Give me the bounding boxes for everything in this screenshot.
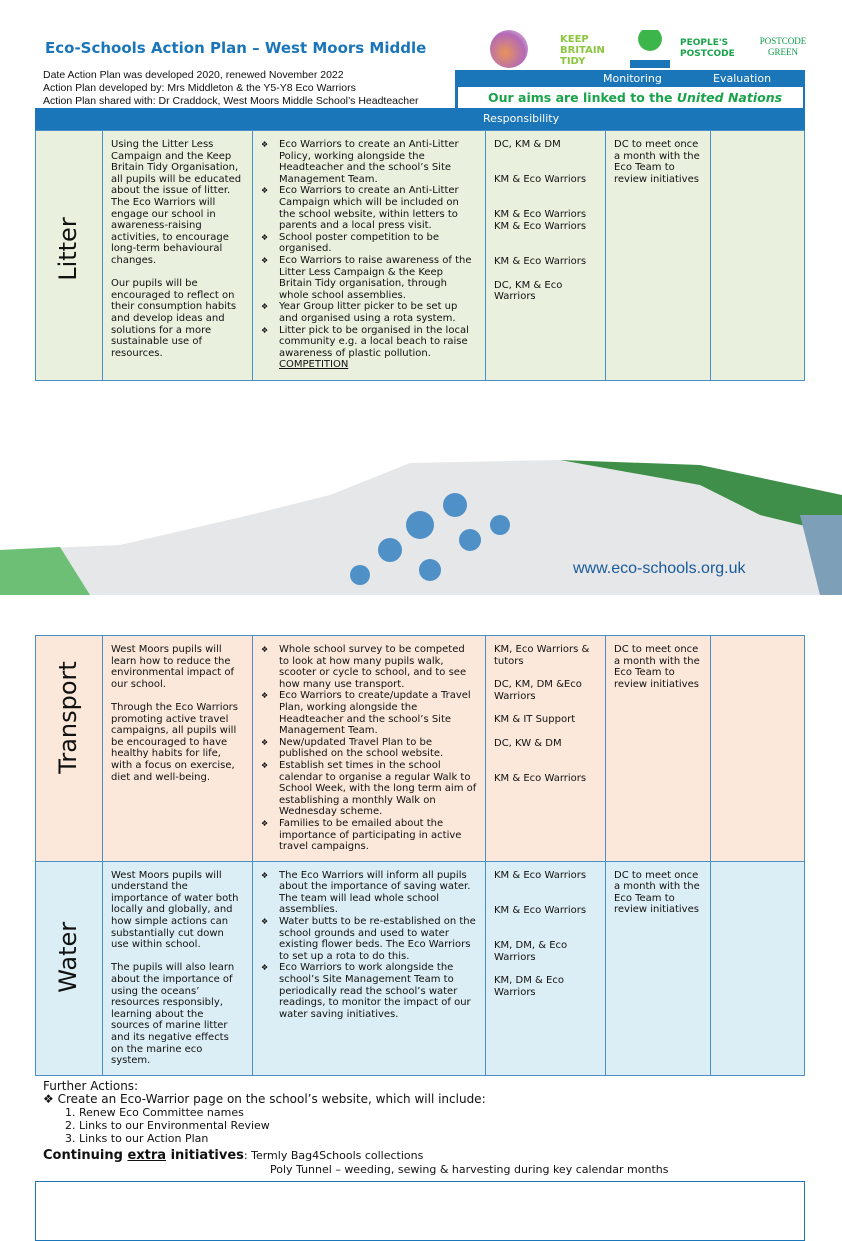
col-evaluation: Evaluation (713, 72, 772, 85)
resp-item: KM, DM & Eco Warriors (494, 975, 564, 998)
resp-item: KM & Eco Warriors KM & Eco Warriors (494, 209, 587, 232)
page-title: Eco-Schools Action Plan – West Moors Middle (45, 39, 427, 57)
aims-cell (103, 636, 253, 862)
monitoring-cell: DC to meet once a month with the Eco Team to review initiatives (606, 636, 711, 862)
further-item-text: Create an Eco-Warrior page on the school’s website, which will include: (57, 1091, 486, 1106)
aims-cell (103, 861, 253, 1075)
theme-label: Water (54, 922, 83, 994)
aims-cell (103, 131, 253, 381)
action-item: ❖ Eco Warriors to create/update a Travel Plan, working alongside the Headteacher and the school’s Site Management Team. (261, 690, 477, 736)
evaluation-cell (711, 131, 805, 381)
cont-label-extra: extra (127, 1147, 167, 1163)
peoples-postcode-text: PEOPLE'S POSTCODE (680, 38, 735, 59)
evaluation-cell (711, 636, 805, 862)
cont-item: : Termly Bag4Schools collections (243, 1148, 424, 1162)
resp-item: KM & Eco Warriors (494, 869, 587, 881)
further-sub-item: 2. Links to our Environmental Review (79, 1119, 805, 1132)
theme-cell (36, 131, 103, 381)
monitoring-cell: DC to meet once a month with the Eco Team to review initiatives (606, 131, 711, 381)
aim-text: West Moors pupils will learn how to reduce the environmental impact of our school. (111, 644, 235, 690)
further-sub-item: 1. Renew Eco Committee names (79, 1106, 805, 1119)
action-item: ❖ Eco Warriors to create an Anti-Litter Policy, working alongside the Headteacher and the school’s Site Management Team. (261, 139, 477, 185)
resp-item: DC, KW & DM (494, 737, 562, 749)
actions-cell (253, 861, 486, 1075)
resp-item: KM, Eco Warriors & tutors (494, 644, 590, 667)
resp-item: DC, KM & Eco Warriors (494, 279, 563, 303)
actions-cell (253, 131, 486, 381)
cont-label: initiatives (166, 1147, 244, 1163)
eco-schools-logo (490, 30, 528, 68)
bottom-box (35, 1181, 805, 1241)
further-actions (35, 1076, 805, 1145)
keep-britain-tidy-text: KEEP BRITAIN TIDY (560, 34, 605, 67)
meta-line: Action Plan developed by: Mrs Middleton & the Y5-Y8 Eco Warriors (43, 82, 356, 94)
aim-text: Through the Eco Warriors promoting active travel campaigns, all pupils will be encouraged to have healthy habits for life, with a focus on exercise, diet and well-being. (111, 701, 239, 783)
evaluation-cell (711, 861, 805, 1075)
theme-label: Transport (54, 660, 83, 774)
resp-item: KM & Eco Warriors (494, 904, 587, 916)
aim-text: The pupils will also learn about the importance of using the oceans’ resources responsibly, learning about the sources of marine litter and its negative effects on the marine eco system. (111, 962, 235, 1067)
table-header (35, 108, 805, 130)
action-item: ❖ Eco Warriors to work alongside the school’s Site Management Team to periodically read the school’s water readings, to monitor the impact of our water saving initiatives. (261, 962, 477, 1020)
action-item: ❖ Families to be emailed about the importance of participating in active travel campaigns. (261, 818, 477, 853)
action-item: ❖ School poster competition to be organised. (261, 232, 477, 255)
eco-schools-url[interactable]: www.eco-schools.org.uk (573, 560, 746, 577)
cont-label: Continuing (43, 1147, 128, 1163)
action-item: ❖ Eco Warriors to raise awareness of the Litter Less Campaign & the Keep Britain Tidy organisation, through whole school assemblies. (261, 255, 477, 301)
action-item: ❖ The Eco Warriors will inform all pupils about the importance of saving water. The team will lead whole school assemblies. (261, 870, 477, 916)
lower-section (35, 635, 805, 1241)
aims-text: Our aims are linked to the (488, 90, 677, 105)
aim-text: Using the Litter Less Campaign and the Keep Britain Tidy Organisation, all pupils will be educated about the issue of litter. The Eco Warriors will engage our school in awareness-raising activities, to encourage long-term behavioural changes. (111, 139, 242, 266)
responsibility-cell (486, 636, 606, 862)
monitoring-cell: DC to meet once a month with the Eco Team to review initiatives (606, 861, 711, 1075)
resp-item: KM & Eco Warriors (494, 174, 587, 186)
table-row (36, 131, 805, 381)
action-item: ❖ Eco Warriors to create an Anti-Litter Campaign which will be included on the school website, within letters to parents and a local press visit. (261, 185, 477, 231)
action-item: ❖ Water butts to be re-established on the school grounds and used to water existing flower beds. The Eco Warriors to set up a rota to do this. (261, 916, 477, 962)
litter-table (35, 130, 805, 381)
postcode-green-text: POSTCODE GREEN (759, 36, 807, 57)
actions-cell (253, 636, 486, 862)
aims-em: United Nations (676, 90, 783, 105)
theme-label: Litter (54, 217, 83, 281)
col-responsibility: Responsibility (483, 112, 560, 125)
resp-item: KM & IT Support (494, 714, 576, 726)
resp-item: DC, KM, DM &Eco Warriors (494, 679, 582, 702)
further-title: Further Actions: (43, 1078, 139, 1093)
cont-item: Poly Tunnel – weeding, sewing & harvesting during key calendar months (270, 1162, 669, 1176)
responsibility-cell (486, 131, 606, 381)
competition-label: COMPETITION (279, 359, 349, 371)
peoples-postcode-logo (680, 30, 748, 68)
postcode-green-logo (752, 30, 814, 68)
continuing-initiatives (35, 1145, 805, 1177)
theme-cell (36, 636, 103, 862)
aim-text: Our pupils will be encouraged to reflect on their consumption habits and develop ideas and solutions for a more sustainable use of resources. (111, 278, 237, 359)
resp-item: KM, DM, & Eco Warriors (494, 940, 568, 963)
meta-line: Action Plan shared with: Dr Craddock, West Moors Middle School’s Headteacher (43, 95, 419, 107)
action-item: ❖ Whole school survey to be competed to look at how many pupils walk, scooter or cycle to school, and to see how many use transport. (261, 644, 477, 690)
action-item: ❖ Establish set times in the school calendar to organise a regular Walk to School Week, with the long term aim of establishing a monthly Walk on Wednesday scheme. (261, 760, 477, 818)
further-item: ❖ Create an Eco-Warrior page on the school’s website, which will include: (43, 1091, 486, 1106)
table-row (36, 636, 805, 862)
col-monitoring: Monitoring (603, 72, 662, 85)
table-row (36, 861, 805, 1075)
plan-meta (43, 69, 418, 108)
resp-item: DC, KM & DM (494, 139, 561, 150)
aims-banner (458, 87, 803, 108)
aim-text: West Moors pupils will understand the importance of water both locally and globally, and how simple actions can substantially cut down use within school. (111, 869, 239, 951)
meta-line: Date Action Plan was developed 2020, renewed November 2022 (43, 69, 344, 81)
transport-water-table (35, 635, 805, 1076)
resp-item: KM & Eco Warriors (494, 773, 587, 785)
action-item: ❖ New/updated Travel Plan to be published on the school website. (261, 737, 477, 760)
theme-cell (36, 861, 103, 1075)
tree-logo (630, 30, 670, 68)
further-sub-item: 3. Links to our Action Plan (79, 1132, 805, 1145)
resp-item: KM & Eco Warriors (494, 256, 587, 268)
responsibility-cell (486, 861, 606, 1075)
action-item: ❖ Litter pick to be organised in the local community e.g. a local beach to raise awareness of plastic pollution. (261, 325, 477, 360)
keep-britain-tidy-logo (538, 30, 624, 68)
action-item: ❖ Year Group litter picker to be set up and organised using a rota system. (261, 301, 477, 324)
